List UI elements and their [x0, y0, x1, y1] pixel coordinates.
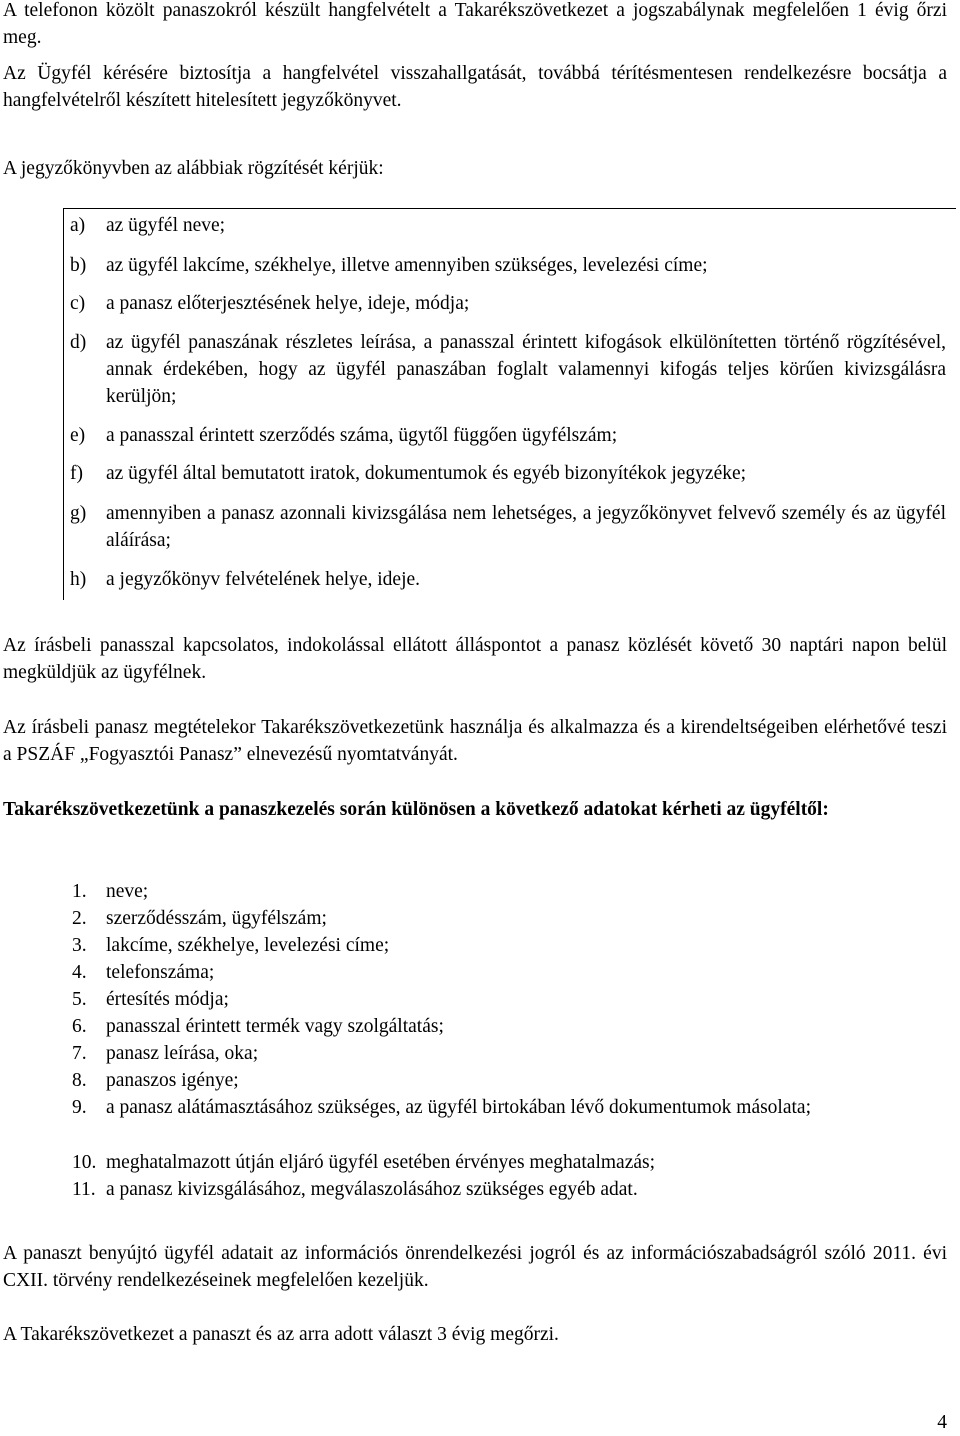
item-number: 7.: [72, 1043, 87, 1064]
minutes-heading: A jegyzőkönyvben az alábbiak rögzítését kérjük:: [3, 158, 384, 179]
item-number: 11.: [72, 1179, 96, 1200]
item-text: a panasszal érintett szerződés száma, ügytől függően ügyfélszám;: [106, 425, 618, 446]
item-label: c): [70, 293, 86, 314]
item-number: 2.: [72, 908, 87, 929]
item-text: panasszal érintett termék vagy szolgáltatás;: [106, 1016, 444, 1037]
data-item: [72, 1067, 946, 1094]
item-text: a panasz alátámasztásához szükséges, az ügyfél birtokában lévő dokumentumok másolata;: [106, 1097, 811, 1118]
item-text: az ügyfél által bemutatott iratok, dokumentumok és egyéb bizonyítékok jegyzéke;: [106, 463, 747, 484]
minutes-item: [70, 329, 946, 410]
item-number: 1.: [72, 881, 87, 902]
item-number: 6.: [72, 1016, 87, 1037]
minutes-item: [70, 460, 946, 487]
data-item: [72, 1013, 946, 1040]
recording-retention-paragraph: A telefonon közölt panaszokról készült hangfelvételt a Takarékszövetkezet a jogszabálynak megfelelően 1 évig őrzi meg.: [3, 0, 947, 48]
minutes-item: [70, 500, 946, 554]
item-text: panaszos igénye;: [106, 1070, 239, 1091]
item-text: az ügyfél panaszának részletes leírása, a panasszal érintett kifogások elkülönítetten történő rögzítésével, annak érdekében, hogy az ügyfél panaszában foglalt valamennyi kifogás teljes körűen kivizsgálásra kerüljön;: [106, 332, 946, 407]
item-label: f): [70, 463, 83, 484]
item-number: 5.: [72, 989, 87, 1010]
data-item: [72, 1094, 946, 1121]
item-text: meghatalmazott útján eljáró ügyfél esetében érvényes meghatalmazás;: [106, 1152, 656, 1173]
item-label: g): [70, 503, 87, 524]
item-label: d): [70, 332, 87, 353]
minutes-item: [70, 566, 946, 593]
data-item: [72, 905, 946, 932]
data-item: [72, 1040, 946, 1067]
item-label: h): [70, 569, 87, 590]
item-label: b): [70, 255, 87, 276]
item-label: a): [70, 215, 86, 236]
item-text: az ügyfél lakcíme, székhelye, illetve amennyiben szükséges, levelezési címe;: [106, 255, 708, 276]
item-text: értesítés módja;: [106, 989, 229, 1010]
page-number: 4: [937, 1412, 947, 1433]
minutes-item: [70, 252, 946, 279]
data-request-heading: Takarékszövetkezetünk a panaszkezelés során különösen a következő adatokat kérheti az ügyféltől:: [3, 799, 829, 820]
item-text: neve;: [106, 881, 149, 902]
item-text: lakcíme, székhelye, levelezési címe;: [106, 935, 390, 956]
item-number: 3.: [72, 935, 87, 956]
item-text: a jegyzőkönyv felvételének helye, ideje.: [106, 569, 421, 590]
item-number: 9.: [72, 1097, 87, 1118]
minutes-item: [70, 212, 946, 239]
data-item: [72, 986, 946, 1013]
pszaf-form-paragraph: Az írásbeli panasz megtételekor Takarékszövetkezetünk használja és alkalmazza és a kirendeltségeiben elérhetővé teszi a PSZÁF „Fogyasztói Panasz” elnevezésű nyomtatványát.: [3, 717, 947, 765]
data-item: [72, 932, 946, 959]
item-label: e): [70, 425, 86, 446]
playback-paragraph: Az Ügyfél kérésére biztosítja a hangfelvétel visszahallgatását, továbbá térítésmentesen rendelkezésre bocsátja a hangfelvételről készített hitelesített jegyzőkönyvet.: [3, 63, 947, 111]
item-number: 10.: [72, 1152, 97, 1173]
item-text: a panasz kivizsgálásához, megválaszolásához szükséges egyéb adat.: [106, 1179, 638, 1200]
written-response-paragraph: Az írásbeli panasszal kapcsolatos, indokolással ellátott álláspontot a panasz közlését követő 30 naptári napon belül megküldjük az ügyfélnek.: [3, 635, 947, 683]
minutes-item: [70, 422, 946, 449]
item-text: telefonszáma;: [106, 962, 215, 983]
item-text: amennyiben a panasz azonnali kivizsgálása nem lehetséges, a jegyzőkönyvet felvevő személy és az ügyfél aláírása;: [106, 503, 946, 551]
item-text: szerződésszám, ügyfélszám;: [106, 908, 327, 929]
retention-paragraph: A Takarékszövetkezet a panaszt és az arra adott választ 3 évig megőrzi.: [3, 1324, 559, 1345]
item-number: 4.: [72, 962, 87, 983]
data-protection-paragraph: A panaszt benyújtó ügyfél adatait az információs önrendelkezési jogról és az információszabadságról szóló 2011. évi CXII. törvény rendelkezéseinek megfelelően kezeljük.: [3, 1243, 947, 1291]
data-item: [72, 1149, 946, 1176]
item-text: panasz leírása, oka;: [106, 1043, 259, 1064]
data-item: [72, 878, 946, 905]
item-text: az ügyfél neve;: [106, 215, 226, 236]
minutes-item: [70, 290, 946, 317]
item-number: 8.: [72, 1070, 87, 1091]
data-item: [72, 959, 946, 986]
item-text: a panasz előterjesztésének helye, ideje, módja;: [106, 293, 470, 314]
data-item: [72, 1176, 946, 1203]
